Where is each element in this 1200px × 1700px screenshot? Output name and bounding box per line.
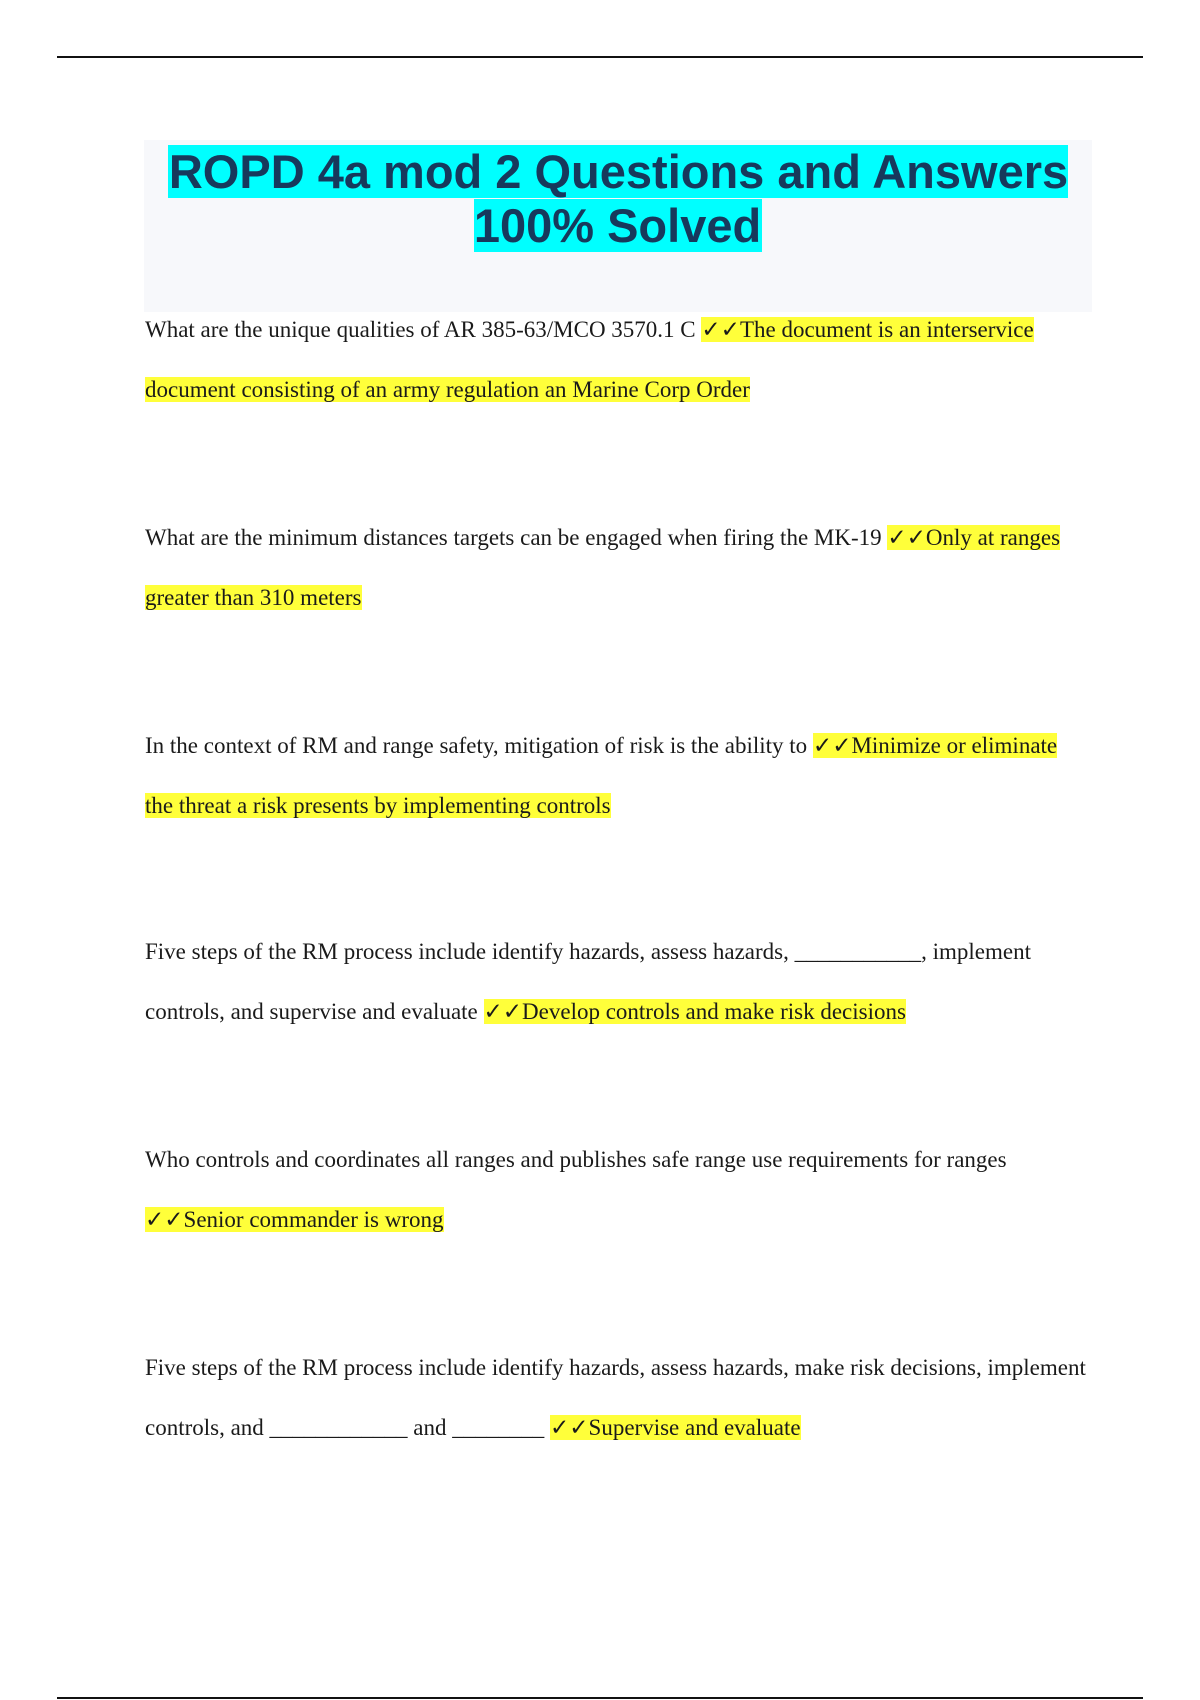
answer-text: ✓✓Minimize or eliminate the threat a risk presents by implementing controls xyxy=(145,733,1058,818)
question-text: What are the minimum distances targets can be engaged when firing the MK-19 xyxy=(145,525,882,550)
qa-item-1 xyxy=(145,300,1090,420)
bottom-rule xyxy=(57,1697,1143,1699)
answer-text: ✓✓Develop controls and make risk decisions xyxy=(483,999,906,1024)
qa-item-4 xyxy=(145,922,1090,1042)
question-text: What are the unique qualities of AR 385-63/MCO 3570.1 C xyxy=(145,317,696,342)
question-text: Five steps of the RM process include identify hazards, assess hazards, ___________, implement controls, and supervise and evaluate xyxy=(145,939,1031,1024)
top-rule xyxy=(57,56,1143,58)
qa-item-5 xyxy=(145,1130,1090,1250)
qa-item-2 xyxy=(145,508,1090,628)
question-text: Five steps of the RM process include identify hazards, assess hazards, make risk decisions, implement controls, and ____________ and ________ xyxy=(145,1355,1086,1440)
question-text: Who controls and coordinates all ranges and publishes safe range use requirements for ranges xyxy=(145,1147,1007,1172)
answer-text: ✓✓Only at ranges greater than 310 meters xyxy=(145,525,1061,610)
title-block xyxy=(144,140,1092,312)
question-text: In the context of RM and range safety, mitigation of risk is the ability to xyxy=(145,733,808,758)
document-title: ROPD 4a mod 2 Questions and Answers 100% Solved xyxy=(168,145,1069,252)
qa-item-6 xyxy=(145,1338,1090,1458)
answer-text: ✓✓Supervise and evaluate xyxy=(550,1415,801,1440)
qa-item-3 xyxy=(145,716,1090,836)
answer-text: ✓✓The document is an interservice document consisting of an army regulation an Marine Corp Order xyxy=(145,317,1034,402)
answer-text: ✓✓Senior commander is wrong xyxy=(145,1207,444,1232)
